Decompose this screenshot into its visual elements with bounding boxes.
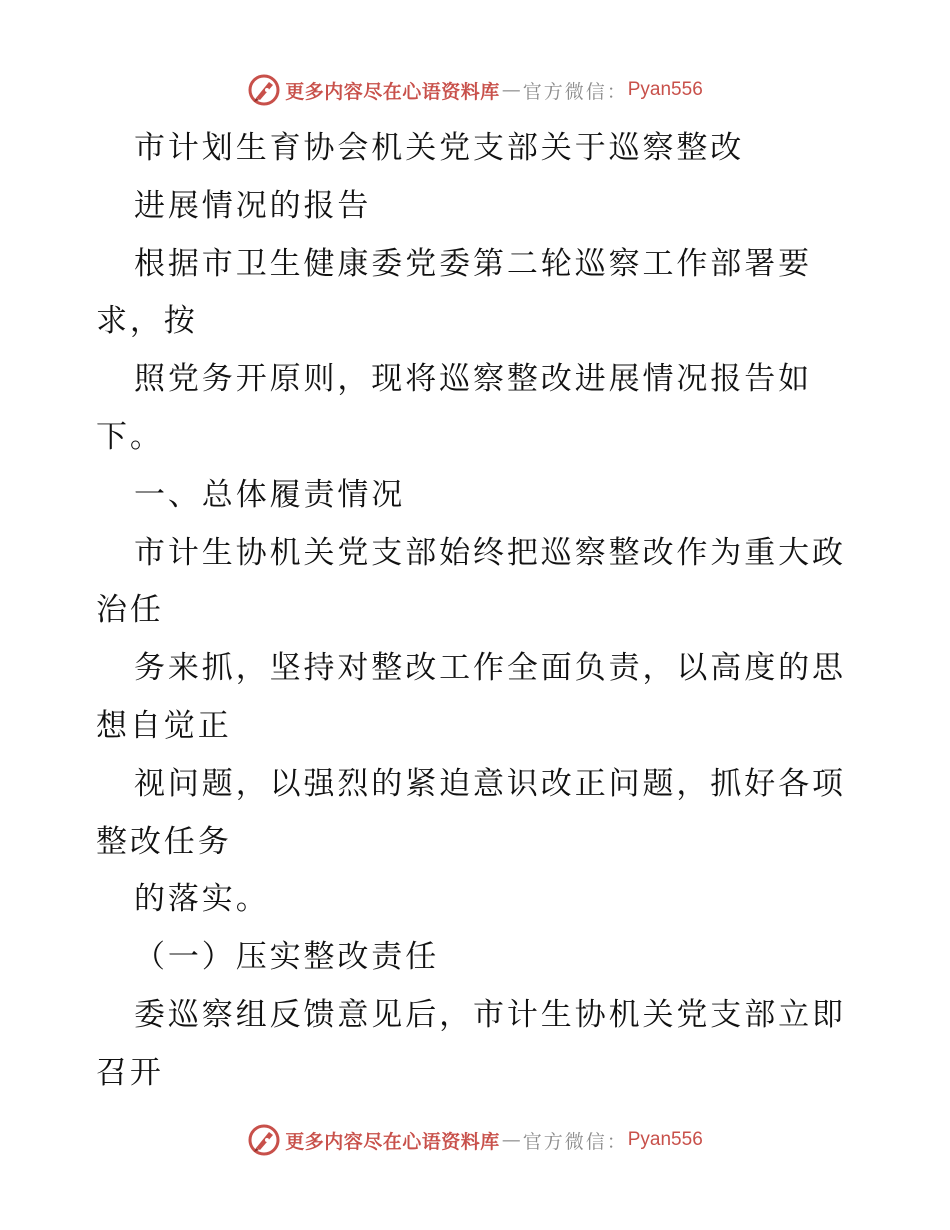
text-line: 的落实。	[134, 881, 270, 918]
header-banner	[0, 70, 950, 110]
text-line: 视问题，以强烈的紧迫意识改正问题，抓好各项	[134, 765, 846, 802]
text-line: 一、总体履责情况	[134, 476, 406, 513]
text-line: 务来抓，坚持对整改工作全面负责，以高度的思	[134, 650, 846, 687]
text-line: 委巡察组反馈意见后，市计生协机关党支部立即	[134, 996, 846, 1033]
brand-text: 更多内容尽在心语资料库	[285, 1130, 500, 1153]
text-line: 召开	[96, 1054, 164, 1091]
text-line: 进展情况的报告	[134, 187, 372, 224]
text-line: 照党务开原则，现将巡察整改进展情况报告如	[134, 361, 812, 398]
footer-banner	[0, 1120, 950, 1160]
text-line: 根据市卫生健康委党委第二轮巡察工作部署要	[134, 245, 812, 282]
text-line: 想自觉正	[96, 707, 232, 744]
text-line: 下。	[96, 418, 164, 455]
text-line: 市计生协机关党支部始终把巡察整改作为重大政	[134, 534, 846, 571]
text-line: （一）压实整改责任	[134, 939, 440, 976]
text-line: 治任	[96, 592, 164, 629]
wechat-label: 官方微信：	[522, 1130, 628, 1153]
banner-separator: —	[501, 79, 521, 101]
wechat-label: 官方微信：	[522, 80, 628, 103]
banner-separator: —	[501, 1129, 521, 1151]
quill-pen-circle-logo-icon	[247, 1123, 281, 1157]
text-line: 整改任务	[96, 823, 232, 860]
text-line: 市计划生育协会机关党支部关于巡察整改	[134, 130, 745, 166]
wechat-id: Pyan556	[627, 79, 703, 100]
brand-text: 更多内容尽在心语资料库	[285, 80, 500, 103]
text-line: 求，按	[96, 303, 198, 340]
wechat-id: Pyan556	[627, 1129, 703, 1150]
document-body	[96, 120, 866, 1103]
quill-pen-circle-logo-icon	[247, 73, 281, 107]
